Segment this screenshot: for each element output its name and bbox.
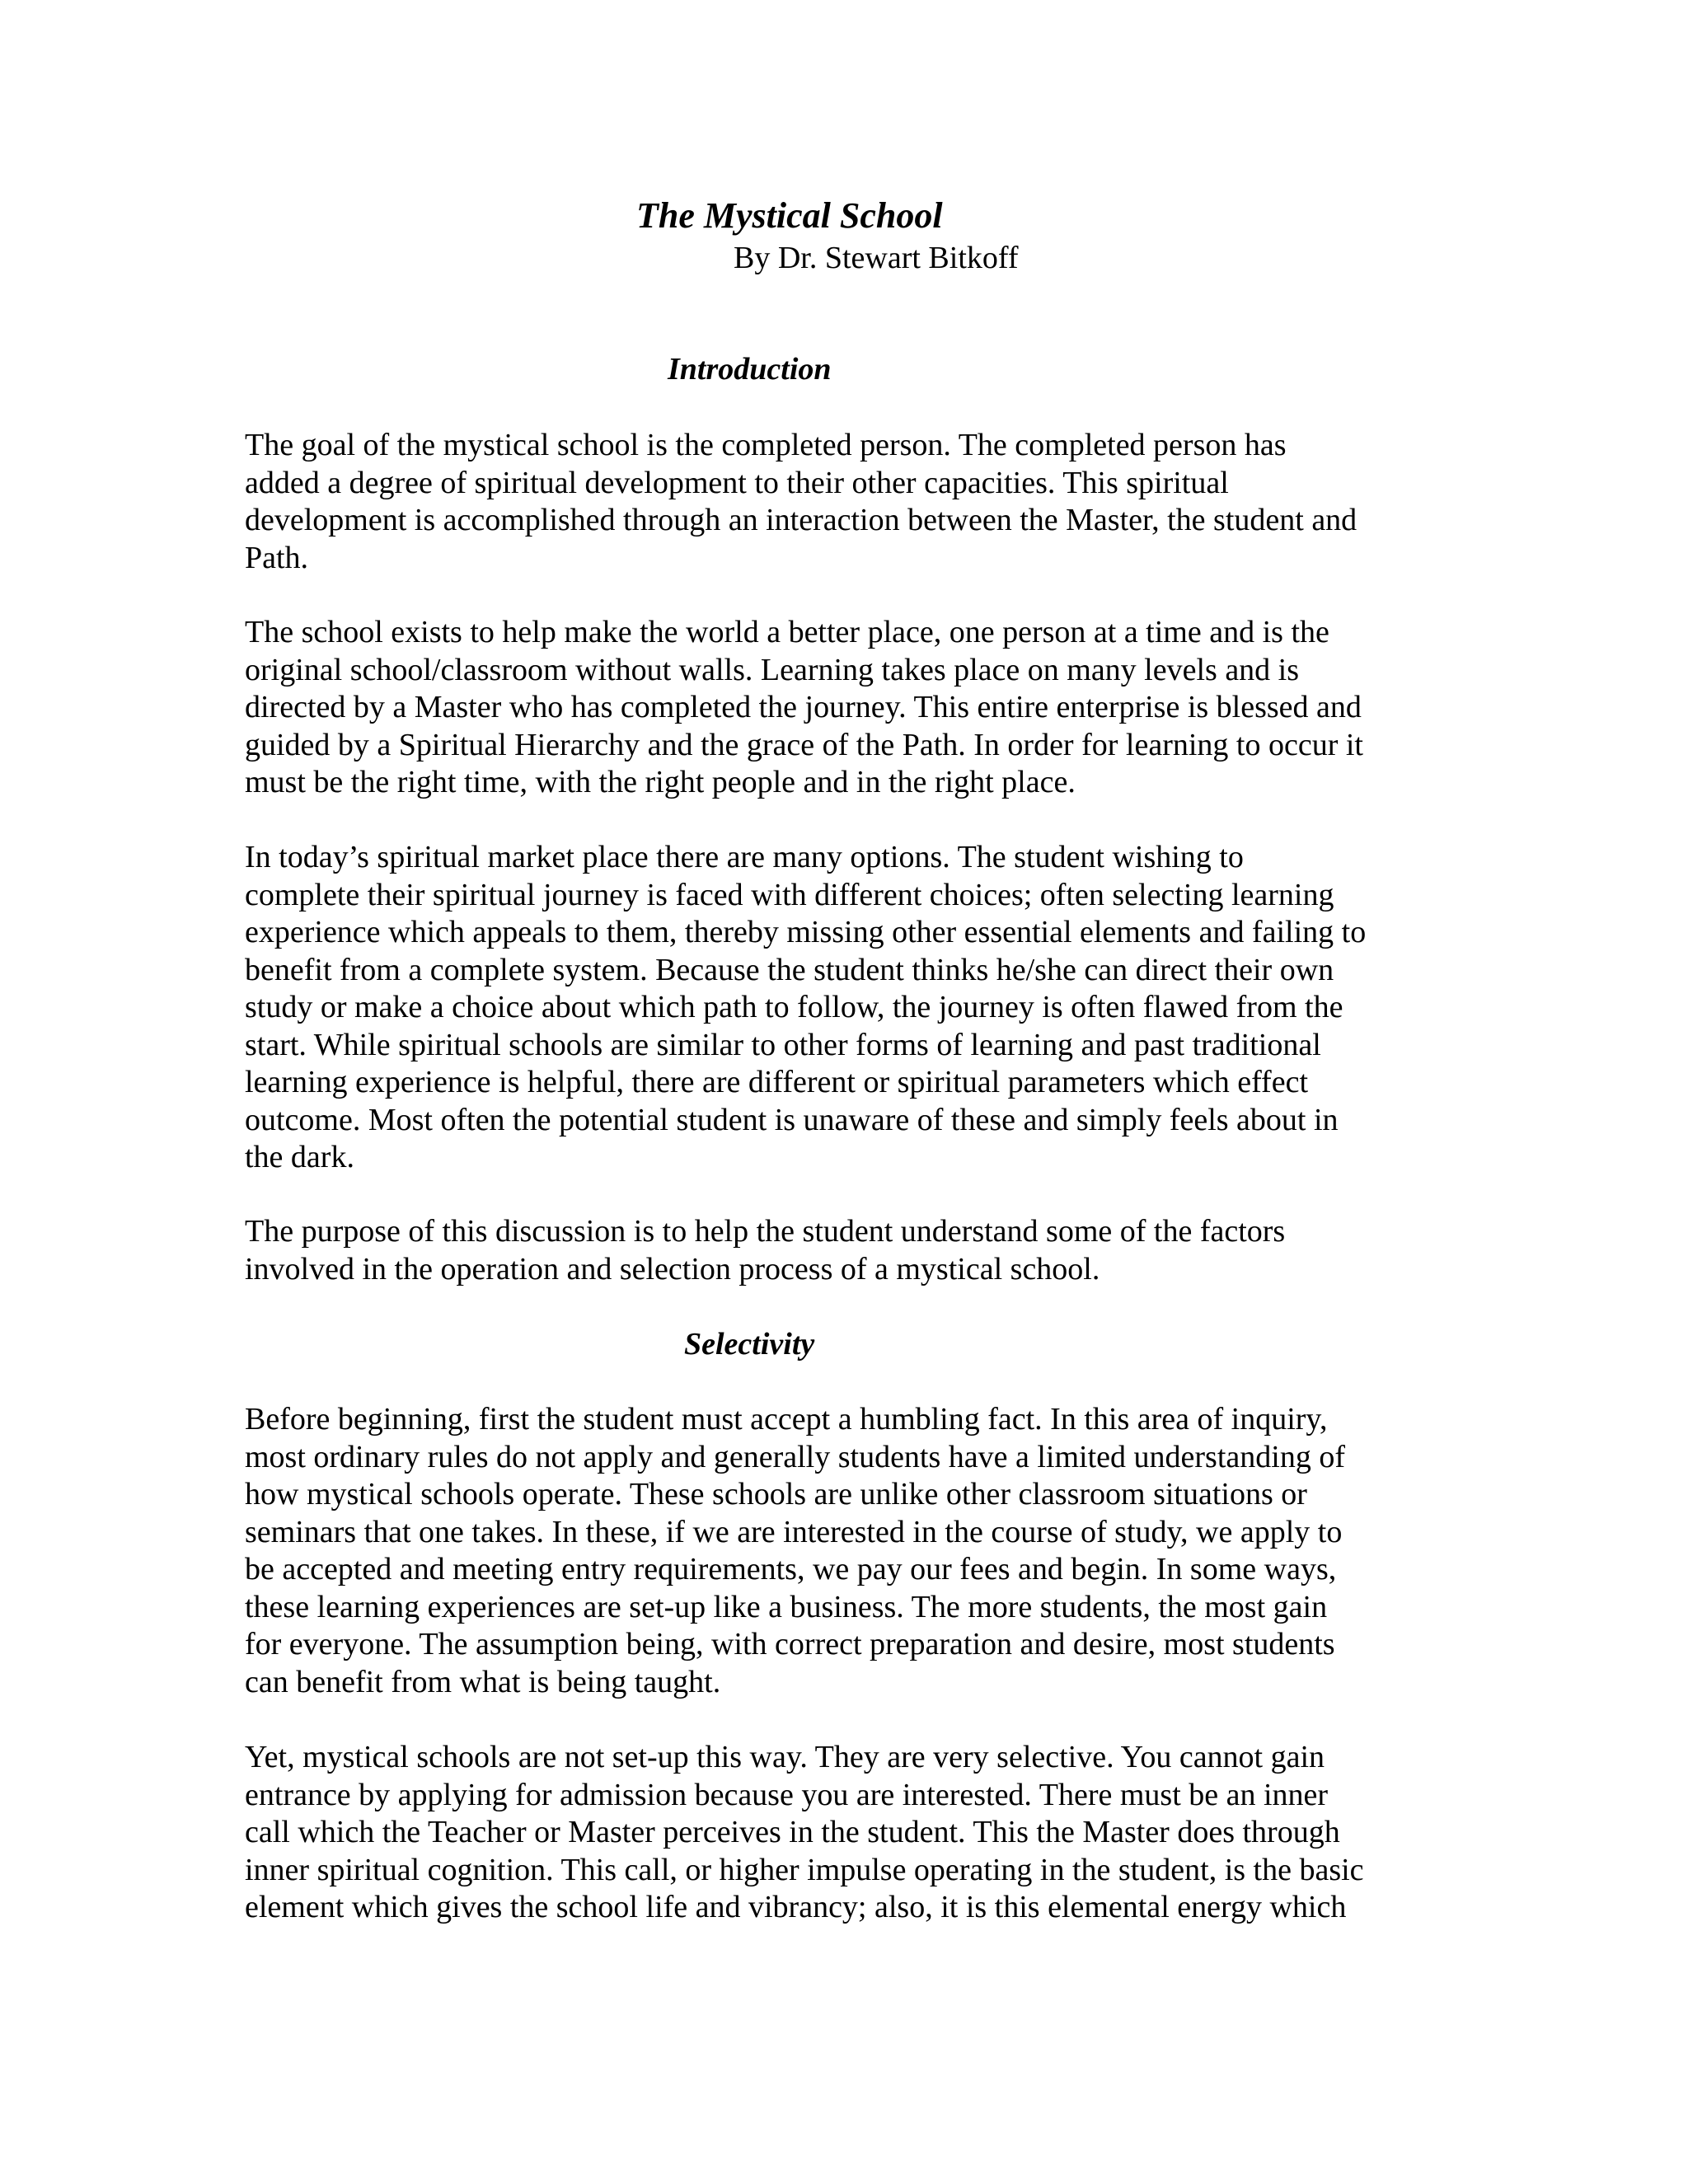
text-line: original school/classroom without walls. Learning takes place on many levels and is: [245, 652, 1300, 687]
text-line: benefit from a complete system. Because the student thinks he/she can direct their own: [245, 952, 1334, 987]
text-line: learning experience is helpful, there are different or spiritual parameters which effect: [245, 1065, 1308, 1099]
text-line: guided by a Spiritual Hierarchy and the grace of the Path. In order for learning to occur it: [245, 727, 1363, 762]
text-line: outcome. Most often the potential student is unaware of these and simply feels about in: [245, 1102, 1339, 1137]
text-line: be accepted and meeting entry requirements, we pay our fees and begin. In some ways,: [245, 1552, 1337, 1586]
paragraph: [245, 1401, 1448, 1701]
text-line: added a degree of spiritual development to their other capacities. This spiritual: [245, 465, 1229, 500]
text-line: how mystical schools operate. These schools are unlike other classroom situations or: [245, 1477, 1307, 1511]
text-line: element which gives the school life and vibrancy; also, it is this elemental energy which: [245, 1890, 1347, 1924]
text-line: The school exists to help make the world a better place, one person at a time and is the: [245, 615, 1329, 649]
text-line: experience which appeals to them, thereby missing other essential elements and failing to: [245, 915, 1367, 949]
section-heading-introduction: Introduction: [668, 352, 832, 387]
text-line: In today’s spiritual market place there are many options. The student wishing to: [245, 840, 1244, 874]
text-line: Yet, mystical schools are not set-up this way. They are very selective. You cannot gain: [245, 1740, 1325, 1774]
text-line: Path.: [245, 540, 309, 575]
text-line: involved in the operation and selection process of a mystical school.: [245, 1251, 1100, 1286]
text-line: study or make a choice about which path to follow, the journey is often flawed from the: [245, 990, 1343, 1024]
text-line: complete their spiritual journey is faced with different choices; often selecting learning: [245, 877, 1334, 912]
paragraph: [245, 1213, 1448, 1288]
text-line: The goal of the mystical school is the completed person. The completed person has: [245, 428, 1287, 462]
text-line: inner spiritual cognition. This call, or higher impulse operating in the student, is the basic: [245, 1852, 1364, 1887]
text-line: The purpose of this discussion is to help the student understand some of the factors: [245, 1214, 1286, 1249]
text-line: must be the right time, with the right people and in the right place.: [245, 765, 1076, 799]
text-line: the dark.: [245, 1140, 354, 1174]
text-line: seminars that one takes. In these, if we are interested in the course of study, we apply to: [245, 1514, 1343, 1549]
text-line: call which the Teacher or Master perceives in the student. This the Master does through: [245, 1815, 1340, 1849]
text-line: directed by a Master who has completed the journey. This entire enterprise is blessed and: [245, 690, 1362, 724]
text-line: Before beginning, first the student must accept a humbling fact. In this area of inquiry,: [245, 1402, 1328, 1436]
text-line: for everyone. The assumption being, with correct preparation and desire, most students: [245, 1627, 1335, 1661]
section-heading-selectivity: Selectivity: [684, 1327, 815, 1361]
document-title: The Mystical School: [636, 195, 943, 236]
paragraph: [245, 427, 1448, 577]
document-byline: By Dr. Stewart Bitkoff: [734, 241, 1019, 275]
text-line: start. While spiritual schools are similar to other forms of learning and past traditional: [245, 1027, 1321, 1062]
text-line: these learning experiences are set-up like a business. The more students, the most gain: [245, 1589, 1328, 1624]
text-line: development is accomplished through an interaction between the Master, the student and: [245, 503, 1357, 537]
text-line: most ordinary rules do not apply and generally students have a limited understanding of: [245, 1439, 1345, 1474]
text-line: entrance by applying for admission because you are interested. There must be an inner: [245, 1777, 1329, 1812]
paragraph: [245, 1739, 1448, 1927]
paragraph: [245, 839, 1448, 1177]
text-line: can benefit from what is being taught.: [245, 1664, 721, 1699]
paragraph: [245, 614, 1448, 802]
